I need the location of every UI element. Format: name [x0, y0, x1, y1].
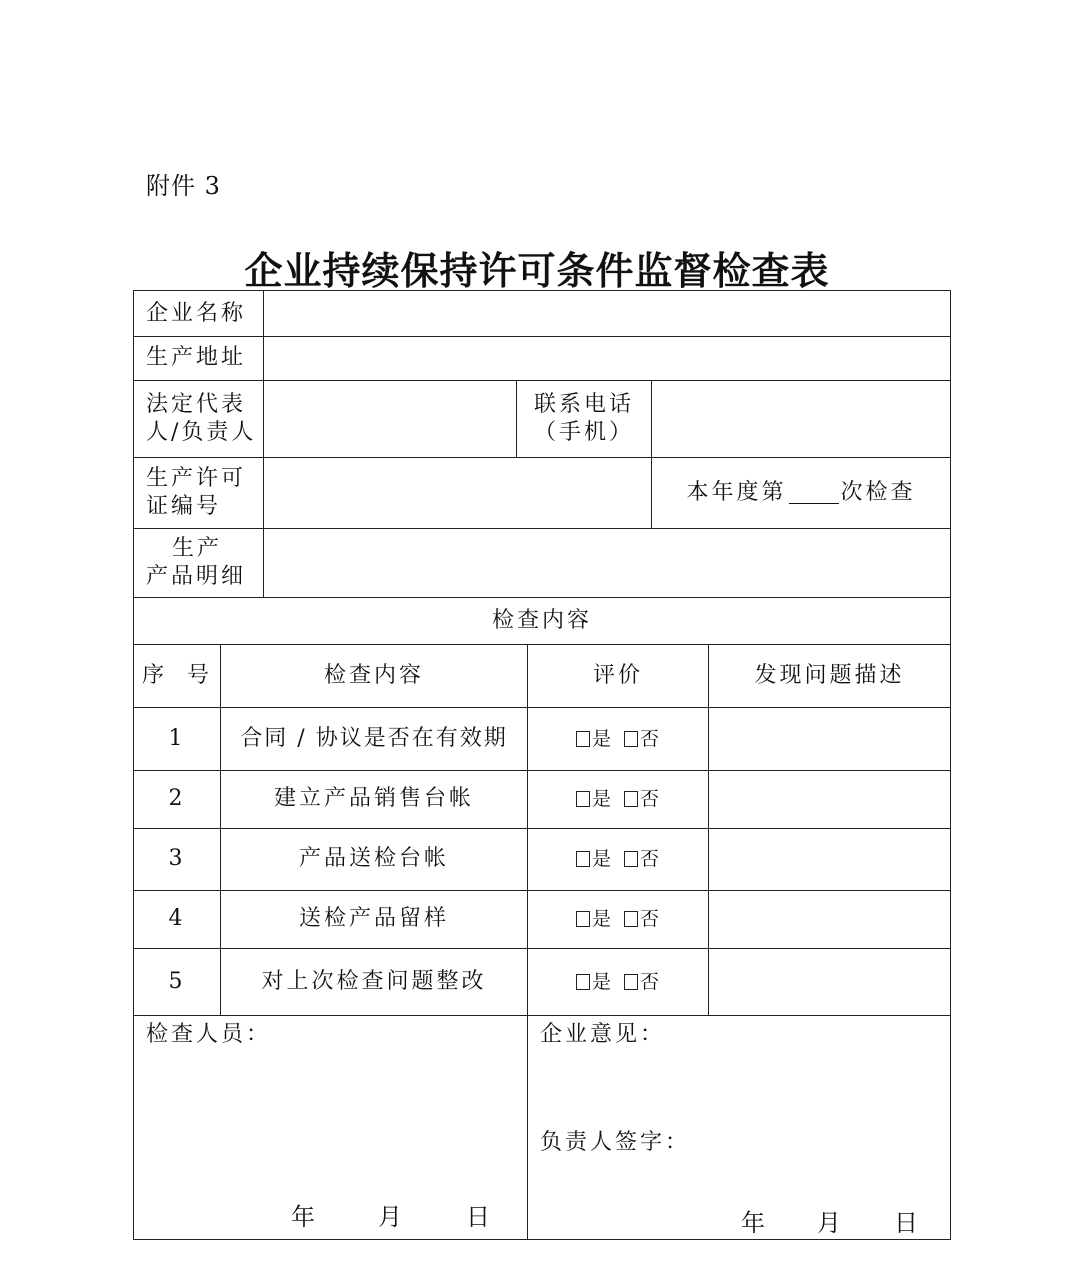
no-label: 否	[640, 970, 661, 993]
company-name-field[interactable]	[264, 291, 950, 336]
address-field[interactable]	[264, 336, 950, 380]
yes-label: 是	[591, 788, 612, 810]
no-checkbox[interactable]	[624, 974, 638, 990]
yes-label: 是	[591, 908, 612, 930]
yes-label: 是	[591, 970, 612, 993]
contact-label-line1: 联系电话	[533, 391, 634, 417]
product-label-line1: 生产	[172, 535, 223, 561]
address-label: 生产地址	[146, 345, 247, 370]
row-content: 对上次检查问题整改	[261, 968, 487, 994]
signature-label: 负责人签字：	[540, 1130, 691, 1155]
opinion-date-day: 日	[894, 1209, 919, 1237]
inspection-suffix: 次检查	[840, 479, 916, 505]
license-label-line1: 生产许可	[146, 465, 247, 491]
no-label: 否	[640, 908, 661, 930]
contact-label	[517, 380, 651, 457]
legal-rep-label-line1: 法定代表	[146, 391, 247, 417]
row-content: 建立产品销售台帐	[273, 786, 474, 811]
license-label-line2: 证编号	[146, 493, 222, 519]
section-title: 检查内容	[491, 607, 592, 633]
row-evaluation	[528, 707, 708, 770]
yes-label: 是	[591, 727, 612, 750]
no-label: 否	[640, 788, 661, 810]
yes-checkbox[interactable]	[576, 791, 590, 807]
row-no: 3	[168, 846, 186, 871]
row-evaluation	[528, 890, 708, 948]
row-no: 5	[168, 968, 186, 994]
row-content: 送检产品留样	[298, 906, 449, 931]
inspector-date-month: 月	[378, 1203, 403, 1231]
row-content: 合同 / 协议是否在有效期	[240, 725, 508, 751]
row-findings[interactable]	[709, 890, 950, 948]
no-checkbox[interactable]	[624, 851, 638, 867]
inspection-count	[652, 457, 950, 528]
yes-checkbox[interactable]	[576, 974, 590, 990]
row-no: 2	[168, 786, 186, 811]
yes-checkbox[interactable]	[576, 851, 590, 867]
yes-checkbox[interactable]	[576, 731, 590, 747]
inspection-count-blank[interactable]	[789, 481, 839, 504]
license-field[interactable]	[264, 457, 651, 528]
no-checkbox[interactable]	[624, 731, 638, 747]
legal-rep-field[interactable]	[264, 380, 516, 457]
row-evaluation	[528, 828, 708, 890]
company-name-label: 企业名称	[146, 300, 247, 326]
license-label	[134, 457, 263, 528]
yes-label: 是	[591, 848, 612, 870]
row-content: 产品送检台帐	[298, 846, 449, 871]
row-no: 4	[168, 906, 186, 931]
col-header-findings: 发现问题描述	[754, 662, 905, 688]
product-field[interactable]	[264, 528, 950, 597]
legal-rep-label	[134, 380, 263, 457]
col-header-evaluation: 评价	[592, 662, 643, 688]
contact-field[interactable]	[652, 380, 950, 457]
no-label: 否	[640, 727, 661, 750]
row-findings[interactable]	[709, 770, 950, 828]
contact-label-line2: （手机）	[533, 419, 634, 445]
page-title: 企业持续保持许可条件监督检查表	[244, 248, 830, 293]
row-evaluation	[528, 948, 708, 1015]
inspector-date-year: 年	[291, 1203, 316, 1231]
col-header-no: 序 号	[142, 662, 212, 688]
no-label: 否	[640, 848, 661, 870]
no-checkbox[interactable]	[624, 791, 638, 807]
product-label	[134, 528, 263, 597]
opinion-date-year: 年	[741, 1209, 766, 1237]
inspector-date-day: 日	[466, 1203, 491, 1231]
col-header-content: 检查内容	[323, 662, 424, 688]
product-label-line2: 产品明细	[146, 563, 247, 589]
row-findings[interactable]	[709, 828, 950, 890]
inspection-prefix: 本年度第	[686, 479, 787, 505]
legal-rep-label-line2: 人/负责人	[146, 419, 257, 445]
row-findings[interactable]	[709, 948, 950, 1015]
row-findings[interactable]	[709, 707, 950, 770]
opinion-section[interactable]	[528, 1015, 950, 1239]
opinion-date-month: 月	[817, 1209, 842, 1237]
inspector-label: 检查人员：	[146, 1022, 272, 1047]
row-no: 1	[168, 725, 186, 751]
row-evaluation	[528, 770, 708, 828]
yes-checkbox[interactable]	[576, 911, 590, 927]
inspection-form	[133, 290, 951, 1240]
attachment-label: 附件 3	[146, 172, 221, 200]
inspector-section[interactable]	[134, 1015, 527, 1239]
no-checkbox[interactable]	[624, 911, 638, 927]
opinion-label: 企业意见：	[540, 1022, 666, 1047]
